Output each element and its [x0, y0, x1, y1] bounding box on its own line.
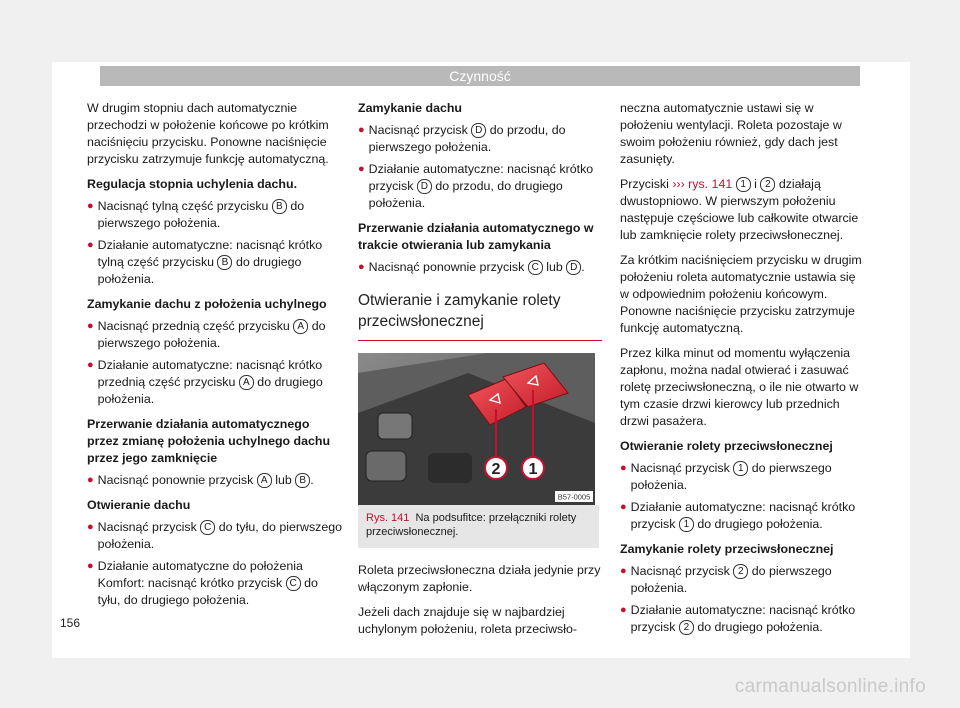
column-1 [87, 100, 342, 614]
key-badge: D [471, 123, 486, 138]
page-number: 156 [60, 616, 81, 630]
list-item: ● Nacisnąć przycisk 2 do pierwszego położenia. [620, 564, 832, 595]
key-badge: D [417, 179, 432, 194]
list-item: ● Nacisnąć ponownie przycisk C lub D . [358, 260, 585, 274]
subheading: Zamykanie rolety przeciwsłonecznej [620, 542, 834, 556]
list-item: ● Nacisnąć tylną część przycisku B do pierwszego położenia. [87, 199, 305, 230]
paragraph: Roleta przeciwsłoneczna działa jedynie przy włączonym zapłonie. [358, 563, 601, 594]
subheading: Zamykanie dachu z położenia uchylnego [87, 297, 327, 311]
bullet-icon: ● [87, 320, 94, 332]
key-badge: 2 [679, 620, 694, 635]
key-badge: 1 [679, 517, 694, 532]
subheading: Zamykanie dachu [358, 101, 462, 115]
key-badge: C [528, 260, 543, 275]
bullet-icon: ● [620, 565, 627, 577]
column-2 [358, 100, 602, 646]
bullet-icon: ● [87, 359, 94, 371]
callout-1-label: 1 [528, 461, 538, 478]
key-badge: C [286, 576, 301, 591]
bullet-icon: ● [620, 604, 627, 616]
paragraph: Przez kilka minut od momentu wyłączenia zapłonu, można nadal otwierać i zasuwać roletę przeciwsłoneczną, o ile nie otwarto w tym czasie drzwi kierowcy lub przednich drzwi pasażera. [620, 346, 859, 428]
list-item: ● Nacisnąć ponownie przycisk A lub B . [87, 473, 314, 487]
column-3 [620, 100, 864, 641]
paragraph: neczna automatycznie ustawi się w położeniu wentylacji. Roleta pozostaje w swoim położeniu również, gdy dach jest zasunięty. [620, 101, 842, 166]
list-item: ● Działanie automatyczne: nacisnąć krótko przycisk D do przodu, do drugiego położenia. [358, 162, 594, 210]
bullet-icon: ● [358, 163, 365, 175]
subheading: Otwieranie rolety przeciwsłonecznej [620, 439, 833, 453]
bullet-icon: ● [87, 560, 94, 572]
figure-reference-link[interactable]: ››› rys. 141 [672, 177, 733, 191]
key-badge: 2 [733, 564, 748, 579]
key-badge: C [200, 520, 215, 535]
bullet-icon: ● [87, 200, 94, 212]
subheading: Regulacja stopnia uchylenia dachu. [87, 177, 298, 191]
figure-caption [358, 505, 599, 548]
paragraph: Jeżeli dach znajduje się w najbardziej uchylonym położeniu, roleta przeciwsło- [358, 605, 578, 636]
list-item: ● Nacisnąć przycisk D do przodu, do pierwszego położenia. [358, 123, 566, 154]
key-badge: A [239, 375, 254, 390]
roof-switch-illustration [358, 353, 595, 505]
list-item: ● Działanie automatyczne: nacisnąć krótko przednią część przycisku A do drugiego położenia. [87, 358, 323, 406]
bullet-icon: ● [358, 261, 365, 273]
key-badge: 2 [760, 177, 775, 192]
key-badge: 1 [733, 461, 748, 476]
key-badge: B [272, 199, 287, 214]
bullet-icon: ● [87, 521, 94, 533]
list-item: ● Nacisnąć przycisk C do tyłu, do pierwszego położenia. [87, 520, 343, 551]
bullet-icon: ● [358, 124, 365, 136]
bullet-icon: ● [620, 462, 627, 474]
callout-2-label: 2 [491, 461, 501, 478]
key-badge: A [257, 473, 272, 488]
page-header: Czynność [100, 66, 860, 86]
bullet-icon: ● [620, 501, 627, 513]
key-badge: D [566, 260, 581, 275]
key-badge: B [217, 255, 232, 270]
list-item: ● Działanie automatyczne: nacisnąć krótko tylną część przycisku B do drugiego położenia. [87, 238, 323, 286]
list-item: ● Działanie automatyczne: nacisnąć krótko przycisk 2 do drugiego położenia. [620, 603, 856, 634]
paragraph: Za krótkim naciśnięciem przycisku w drugim położeniu roleta automatycznie ustawia się w odpowiednim położeniu końcowym. Ponowne naciśnięcie przycisku zatrzymuje funkcję automatyczną. [620, 253, 862, 335]
subheading: Przerwanie działania automatycznego w trakcie otwierania lub zamykania [358, 221, 594, 252]
figure-code: B57-0005 [557, 492, 591, 502]
bullet-icon: ● [87, 474, 94, 486]
subheading: Przerwanie działania automatycznego przez zmianę położenia uchylnego dachu przez jego zamknięcie [87, 417, 331, 465]
list-item: ● Nacisnąć przycisk 1 do pierwszego położenia. [620, 461, 832, 492]
key-badge: 1 [736, 177, 751, 192]
caption-ref: Rys. 141 [366, 512, 410, 524]
watermark: carmanualsonline.info [734, 676, 926, 697]
figure-roof-switches [358, 353, 595, 505]
paragraph: W drugim stopniu dach automatycznie przechodzi w położenie końcowe po krótkim naciśnięciu przycisku. Ponowne naciśnięcie przycisku zatrzymuje funkcję automatyczną. [87, 101, 329, 166]
caption-text: Na podsufitce: przełączniki rolety przeciwsłonecznej. [366, 512, 577, 538]
list-item: ● Działanie automatyczne: nacisnąć krótko przycisk 1 do drugiego położenia. [620, 500, 856, 531]
bullet-icon: ● [87, 239, 94, 251]
key-badge: B [295, 473, 310, 488]
list-item: ● Działanie automatyczne do położenia Komfort: nacisnąć krótko przycisk C do tyłu, do drugiego położenia. [87, 559, 318, 607]
list-item: ● Nacisnąć przednią część przycisku A do pierwszego położenia. [87, 319, 326, 350]
key-badge: A [293, 319, 308, 334]
paragraph: Przyciski ››› rys. 141 1 i 2 działają dwustopniowo. W pierwszym położeniu następuje częściowe lub całkowite otwarcie lub zamknięcie rolety przeciwsłonecznej. [620, 177, 859, 242]
subheading: Otwieranie dachu [87, 498, 191, 512]
section-title: Otwieranie i zamykanie rolety przeciwsłonecznej [358, 290, 602, 341]
